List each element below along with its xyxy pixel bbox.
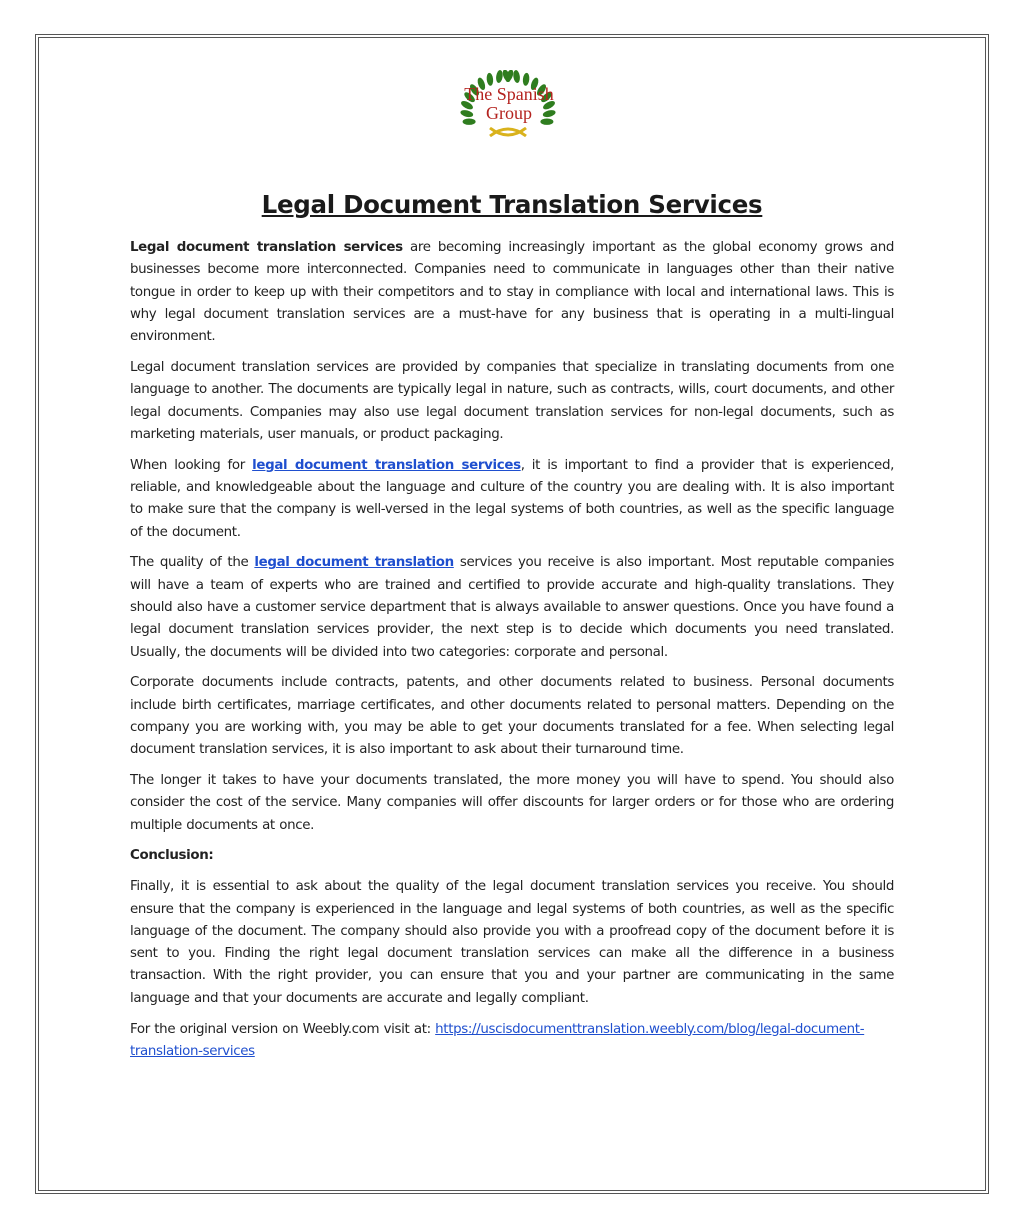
paragraph-7: Finally, it is essential to ask about the quality of the legal document translation services you receive. You should ensure that the company is experienced in the language and legal systems of both countries, as well as the specific language of the document. The company should also provide you with a proofread copy of the document before it is sent to you. Finding the right legal document translation services can make all the difference in a business transaction. With the right provider, you can ensure that you and your partner are communicating in the same language and that your documents are accurate and legally compliant.: [130, 879, 894, 1006]
logo-text-line2: Group: [486, 103, 532, 123]
paragraph-6: The longer it takes to have your documents translated, the more money you will have to spend. You should also consider the cost of the service. Many companies will offer discounts for larger orders or for those who are ordering multiple documents at once.: [130, 773, 894, 833]
paragraph-3-before: When looking for: [130, 457, 253, 473]
legal-document-translation-link[interactable]: legal document translation: [254, 555, 454, 571]
page-title: Legal Document Translation Services: [261, 190, 763, 219]
original-version-url-link[interactable]: https://uscisdocumenttranslation.weebly.com/blog/legal-document-translation-services: [130, 1021, 865, 1059]
paragraph-4-after: services you receive is also important. Most reputable companies will have a team of experts who are trained and certified to provide accurate and high-quality translations. They should also have a customer service department that is always available to answer questions. Once you have found a legal document translation services provider, the next step is to decide which documents you need translated. Usually, the documents will be divided into two categories: corporate and personal.: [130, 555, 894, 660]
paragraph-8-before: For the original version on Weebly.com visit at:: [130, 1021, 436, 1037]
article-body: [130, 237, 894, 1072]
lead-bold-text: Legal document translation services: [130, 240, 403, 255]
paragraph-4-before: The quality of the: [130, 555, 255, 571]
legal-document-translation-services-link[interactable]: legal document translation services: [252, 457, 521, 473]
paragraph-5: Corporate documents include contracts, patents, and other documents related to business. Personal documents include birth certificates, marriage certificates, and other documents related to personal matters. Depending on the company you are working with, you may be able to get your documents translated for a fee. When selecting legal document translation services, it is also important to ask about their turnaround time.: [130, 675, 894, 758]
paragraph-8: [130, 1019, 894, 1064]
laurel-leaf: [542, 109, 556, 118]
paragraph-1-text: are becoming increasingly important as the global economy grows and businesses become more interconnected. Companies need to communicate in languages other than their native tongue in order to keep up with their competitors and to stay in compliance with local and international laws. This is why legal document translation services are a must-have for any business that is operating in a multi-lingual environment.: [130, 240, 894, 345]
company-logo: [428, 70, 588, 152]
paragraph-2: Legal document translation services are provided by companies that specialize in translating documents from one language to another. The documents are typically legal in nature, such as contracts, wills, court documents, and other legal documents. Companies may also use legal document translation services for non-legal documents, such as marketing materials, user manuals, or product packaging.: [130, 359, 894, 442]
paragraph-1: [130, 237, 894, 348]
laurel-leaf: [460, 109, 474, 118]
laurel-leaf: [540, 119, 553, 125]
conclusion-heading: Conclusion:: [130, 848, 214, 864]
laurel-leaf: [513, 70, 521, 83]
paragraph-3-after: , it is important to find a provider that is experienced, reliable, and knowledgeable about the language and culture of the country you are dealing with. It is also important to make sure that the company is well-versed in the legal systems of both countries, as well as the specific language of the document.: [130, 457, 895, 540]
laurel-leaf: [495, 70, 503, 83]
paragraph-3: [130, 455, 894, 544]
laurel-leaf: [463, 119, 476, 125]
paragraph-4: [130, 552, 894, 663]
logo-text-line1: The Spanish: [464, 84, 554, 104]
